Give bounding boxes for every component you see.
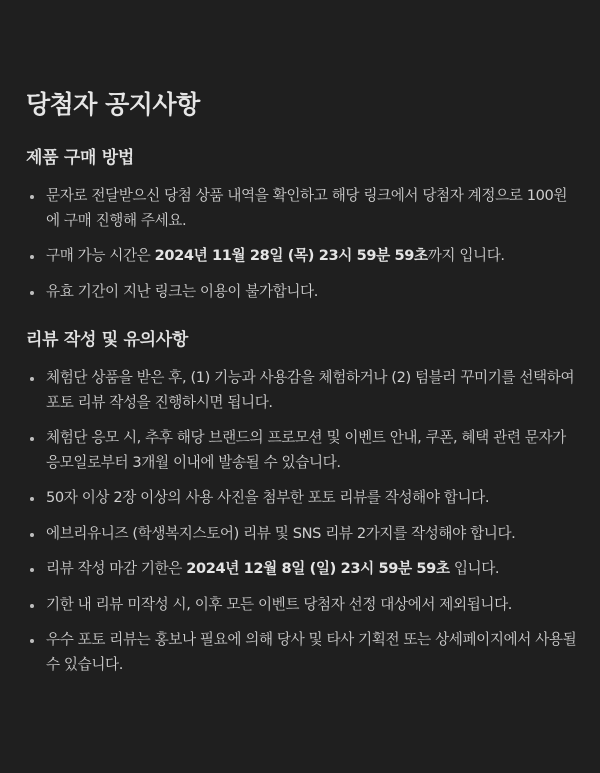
review-notes-list — [26, 366, 580, 677]
purchase-deadline: 2024년 11월 28일 (목) 23시 59분 59초 — [154, 247, 428, 264]
list-item — [26, 426, 580, 475]
page-title: 당첨자 공지사항 — [26, 90, 200, 119]
item-text: 체험단 상품을 받은 후, (1) 기능과 사용감을 체험하거나 (2) 텀블러 꾸미기를 선택하여 포토 리뷰 작성을 진행하시면 됩니다. — [46, 369, 575, 411]
list-item — [26, 244, 580, 269]
list-item — [26, 522, 580, 547]
item-text-suffix: 입니다. — [449, 560, 500, 577]
list-item — [26, 366, 580, 415]
review-deadline: 2024년 12월 8일 (일) 23시 59분 59초 — [186, 560, 450, 577]
purchase-method-list — [26, 184, 580, 304]
list-item — [26, 557, 580, 582]
item-text: 에브리유니즈 (학생복지스토어) 리뷰 및 SNS 리뷰 2가지를 작성해야 합니다. — [46, 524, 516, 542]
item-text-suffix: 까지 입니다. — [427, 247, 505, 264]
list-item — [26, 280, 580, 305]
section-heading-review-notes: 리뷰 작성 및 유의사항 — [26, 330, 188, 350]
item-text: 50자 이상 2장 이상의 사용 사진을 첨부한 포토 리뷰를 작성해야 합니다. — [46, 489, 490, 506]
item-text: 우수 포토 리뷰는 홍보나 필요에 의해 당사 및 타사 기획전 또는 상세페이지에서 사용될 수 있습니다. — [46, 631, 577, 673]
item-text: 체험단 응모 시, 추후 해당 브랜드의 프로모션 및 이벤트 안내, 쿠폰, 혜택 관련 문자가 응모일로부터 3개월 이내에 발송될 수 있습니다. — [46, 429, 566, 471]
item-text: 기한 내 리뷰 미작성 시, 이후 모든 이벤트 당첨자 선정 대상에서 제외됩니다. — [46, 595, 513, 613]
list-item — [26, 184, 580, 233]
item-text: 유효 기간이 지난 링크는 이용이 불가합니다. — [46, 282, 318, 300]
list-item — [26, 593, 580, 618]
section-heading-purchase-method: 제품 구매 방법 — [26, 148, 134, 168]
list-item — [26, 628, 580, 677]
item-text: 문자로 전달받으신 당첨 상품 내역을 확인하고 해당 링크에서 당첨자 계정으로 100원에 구매 진행해 주세요. — [46, 187, 568, 229]
list-item — [26, 486, 580, 511]
item-text-prefix: 리뷰 작성 마감 기한은 — [46, 560, 187, 577]
item-text-prefix: 구매 가능 시간은 — [46, 247, 155, 264]
